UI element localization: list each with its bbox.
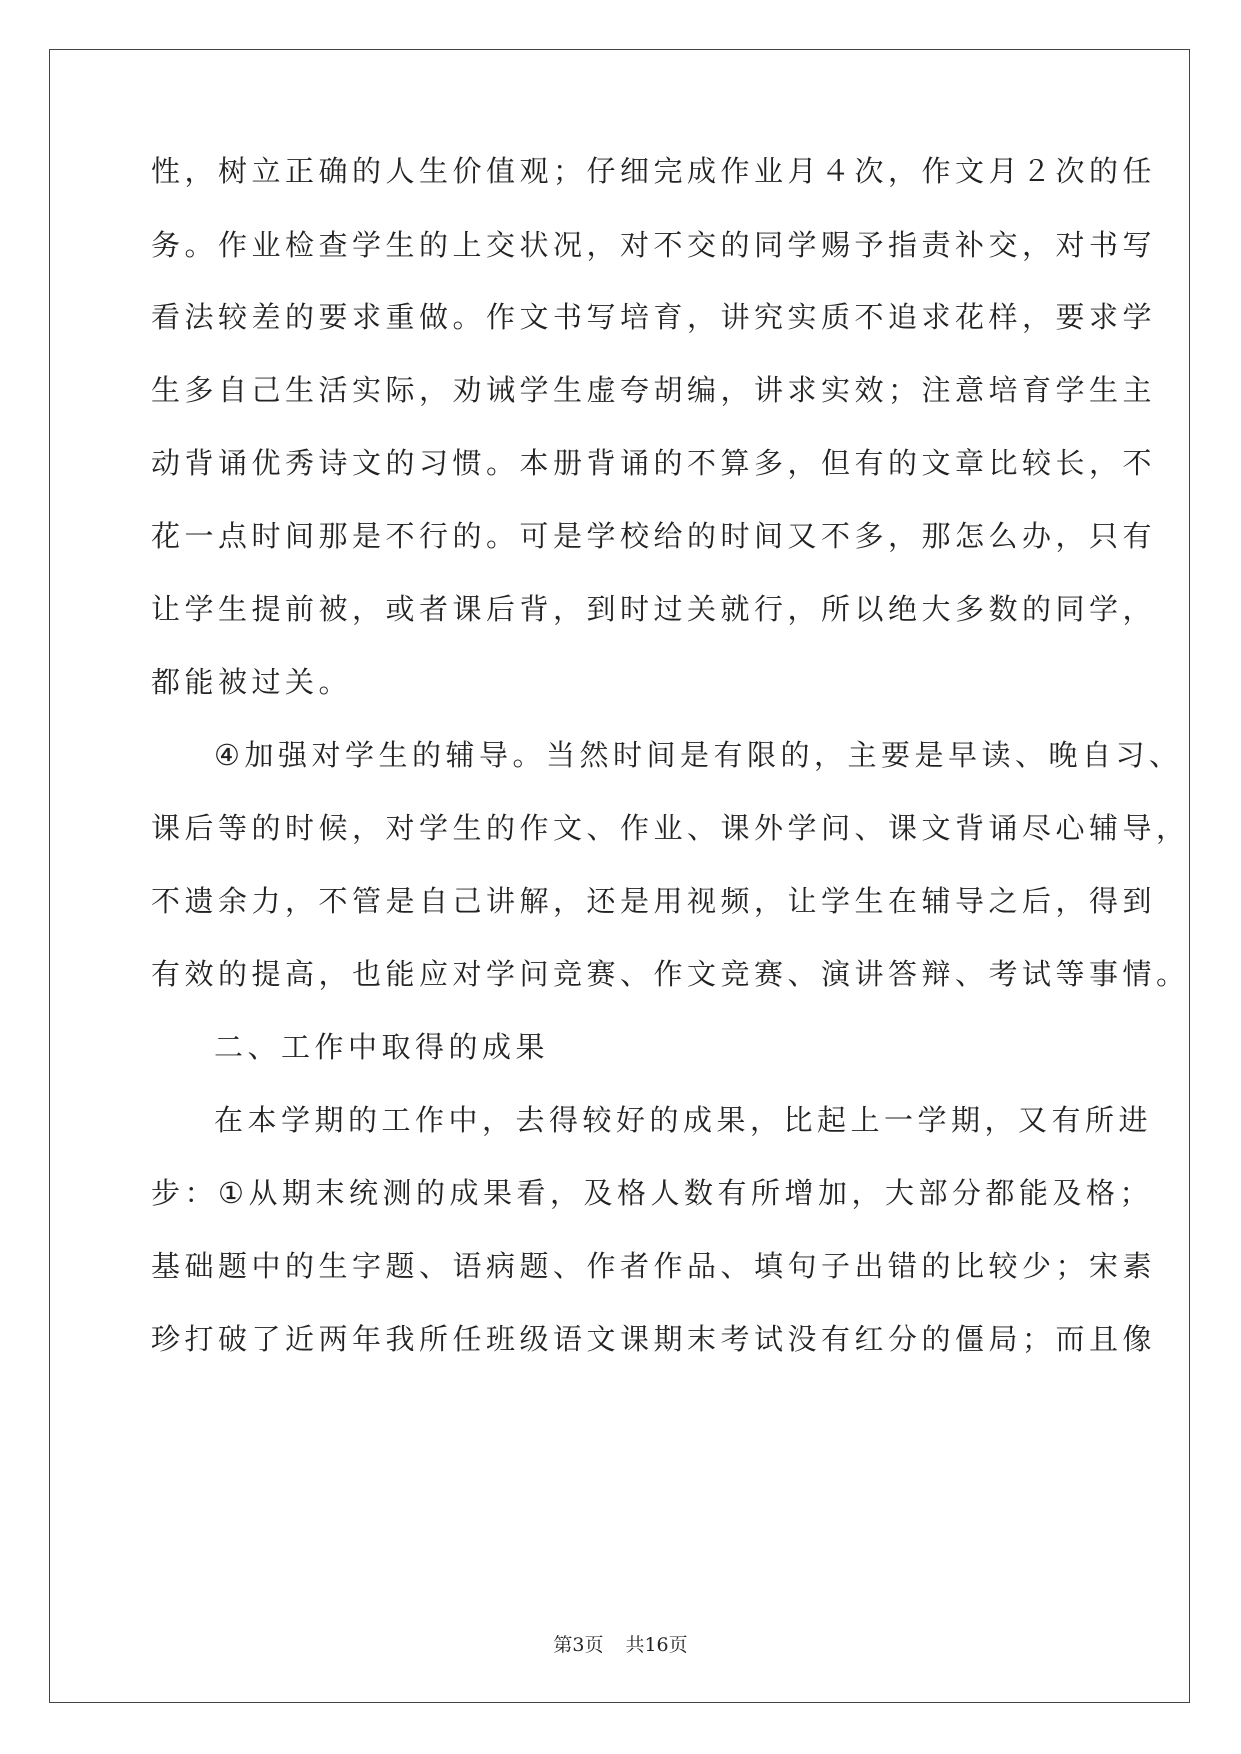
text-line-1: 性，树立正确的人生价值观；仔细完成作业月４次，作文月２次的任 [151,154,1157,188]
text-line-2: 务。作业检查学生的上交状况，对不交的同学赐予指责补交，对书写 [151,228,1157,262]
text-line-3: 看法较差的要求重做。作文书写培育，讲究实质不追求花样，要求学 [151,300,1157,334]
text-line-9: ④加强对学生的辅导。当然时间是有限的，主要是早读、晚自习、 [214,738,1183,772]
text-line-15: 步：①从期末统测的成果看，及格人数有所增加，大部分都能及格； [151,1176,1153,1210]
text-line-17: 珍打破了近两年我所任班级语文课期末考试没有红分的僵局；而且像 [151,1322,1157,1356]
total-page-count: 共16页 [625,1634,688,1656]
text-line-8: 都能被过关。 [151,665,353,699]
text-line-5: 动背诵优秀诗文的习惯。本册背诵的不算多，但有的文章比较长，不 [151,446,1157,480]
text-line-10: 课后等的时候，对学生的作文、作业、课外学问、课文背诵尽心辅导， [151,811,1190,845]
section-heading: 二、工作中取得的成果 [214,1030,550,1064]
text-line-14: 在本学期的工作中，去得较好的成果，比起上一学期，又有所进 [214,1103,1153,1137]
text-line-16: 基础题中的生字题、语病题、作者作品、填句子出错的比较少；宋素 [151,1249,1157,1283]
text-line-6: 花一点时间那是不行的。可是学校给的时间又不多，那怎么办，只有 [151,519,1157,553]
text-line-12: 有效的提高，也能应对学问竞赛、作文竞赛、演讲答辩、考试等事情。 [151,957,1190,991]
text-line-4: 生多自己生活实际，劝诫学生虚夸胡编，讲求实效；注意培育学生主 [151,373,1157,407]
page-footer [0,1633,1241,1657]
text-line-7: 让学生提前被，或者课后背，到时过关就行，所以绝大多数的同学， [151,592,1157,626]
current-page-number: 第3页 [553,1634,604,1656]
text-line-11: 不遗余力，不管是自己讲解，还是用视频，让学生在辅导之后，得到 [151,884,1157,918]
